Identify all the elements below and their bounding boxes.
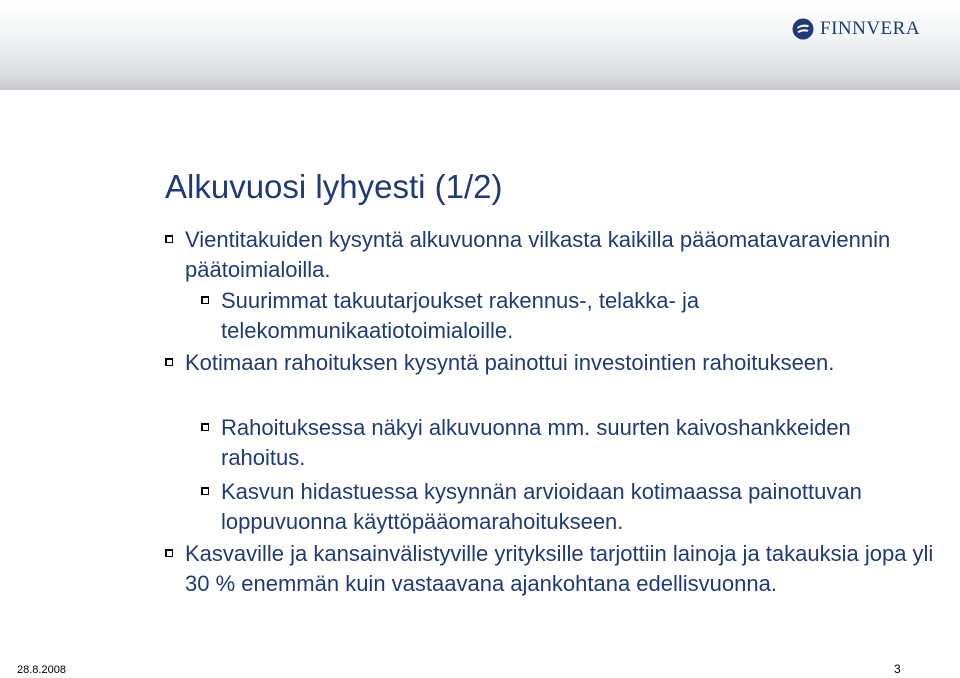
header-band: [0, 0, 960, 90]
bullet-text: Rahoituksessa näkyi alkuvuonna mm. suurten kaivoshankkeiden rahoitus.: [221, 415, 851, 470]
square-bullet-icon: [201, 423, 209, 431]
square-bullet-icon: [201, 487, 209, 495]
footer-date: 28.8.2008: [17, 664, 66, 676]
brand-name: FINNVERA: [820, 18, 921, 39]
square-bullet-icon: [165, 235, 173, 243]
square-bullet-icon: [165, 549, 173, 557]
bullet-item: [201, 413, 921, 472]
bullet-text: Kasvaville ja kansainvälistyville yrityksille tarjottiin lainoja ja takauksia jopa yli 30 % enemmän kuin vastaavana ajankohtana edellisvuonna.: [185, 541, 934, 596]
bullet-text: Kotimaan rahoituksen kysyntä painottui investointien rahoitukseen.: [185, 350, 835, 375]
bullet-text: Kasvun hidastuessa kysynnän arvioidaan kotimaassa painottuvan loppuvuonna käyttöpääomarahoitukseen.: [221, 479, 862, 534]
square-bullet-icon: [165, 358, 173, 366]
bullet-text: Vientitakuiden kysyntä alkuvuonna vilkasta kaikilla pääomatavaraviennin päätoimialoilla.: [185, 227, 891, 282]
bullet-item: [201, 477, 921, 536]
bullet-item: [165, 225, 935, 284]
finnvera-logo: [792, 18, 920, 40]
bullet-item: [201, 286, 921, 345]
square-bullet-icon: [201, 296, 209, 304]
slide-title: Alkuvuosi lyhyesti (1/2): [165, 168, 503, 205]
bullet-item: [165, 539, 935, 598]
bullet-item: [165, 348, 935, 378]
page-number: 3: [894, 662, 901, 676]
finnvera-logo-icon: [792, 18, 814, 40]
bullet-text: Suurimmat takuutarjoukset rakennus-, telakka- ja telekommunikaatiotoimialoille.: [221, 288, 700, 343]
